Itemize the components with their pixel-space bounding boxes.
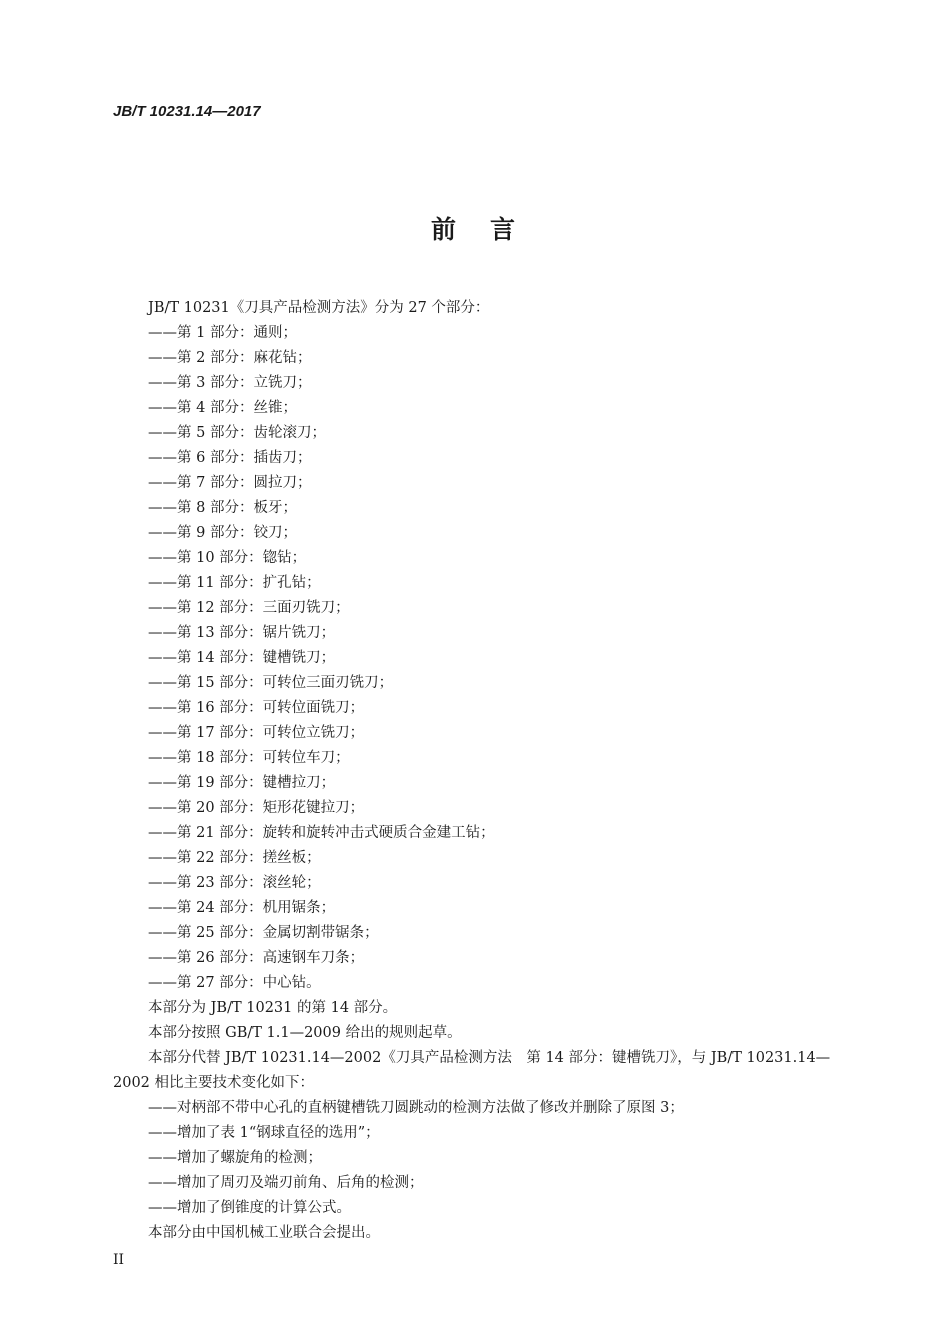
paragraph: 本部分按照 GB/T 1.1—2009 给出的规则起草。	[148, 1025, 462, 1041]
list-item: ——第 7 部分：圆拉刀；	[148, 475, 312, 491]
list-item: ——对柄部不带中心孔的直柄键槽铣刀圆跳动的检测方法做了修改并删除了原图 3；	[148, 1100, 684, 1116]
paragraph: 本部分由中国机械工业联合会提出。	[148, 1225, 380, 1241]
list-item: ——第 26 部分：高速钢车刀条；	[148, 950, 365, 966]
list-item: ——第 3 部分：立铣刀；	[148, 375, 312, 391]
paragraph-continuation: 2002 相比主要技术变化如下：	[113, 1075, 315, 1091]
page-title: 前言	[430, 215, 549, 244]
list-item: ——第 9 部分：铰刀；	[148, 525, 297, 541]
list-item: ——第 21 部分：旋转和旋转冲击式硬质合金建工钻；	[148, 825, 495, 841]
list-item: ——增加了周刃及端刃前角、后角的检测；	[148, 1175, 424, 1191]
list-item: ——第 15 部分：可转位三面刃铣刀；	[148, 675, 394, 691]
list-item: ——第 24 部分：机用锯条；	[148, 900, 336, 916]
list-item: ——第 19 部分：键槽拉刀；	[148, 775, 336, 791]
list-item: ——第 23 部分：滚丝轮；	[148, 875, 321, 891]
paragraph: 本部分代替 JB/T 10231.14—2002《刀具产品检测方法 第 14 部分：键槽铣刀》，与 JB/T 10231.14—	[148, 1050, 831, 1066]
list-item: ——第 13 部分：锯片铣刀；	[148, 625, 336, 641]
list-item: ——第 20 部分：矩形花键拉刀；	[148, 800, 365, 816]
document-body	[113, 296, 873, 1246]
list-item: ——增加了倒锥度的计算公式。	[148, 1200, 351, 1216]
list-item: ——第 17 部分：可转位立铣刀；	[148, 725, 365, 741]
list-item: ——第 14 部分：键槽铣刀；	[148, 650, 336, 666]
list-item: ——增加了螺旋角的检测；	[148, 1150, 322, 1166]
list-item: ——第 25 部分：金属切割带锯条；	[148, 925, 379, 941]
standard-number-header: JB/T 10231.14—2017	[113, 103, 261, 120]
list-item: ——第 8 部分：板牙；	[148, 500, 297, 516]
parts-list	[113, 321, 873, 996]
list-item: ——第 22 部分：搓丝板；	[148, 850, 321, 866]
list-item: ——第 18 部分：可转位车刀；	[148, 750, 350, 766]
list-item: ——第 6 部分：插齿刀；	[148, 450, 312, 466]
list-item: ——第 4 部分：丝锥；	[148, 400, 297, 416]
changes-list	[113, 1096, 873, 1221]
list-item: ——第 27 部分：中心钻。	[148, 975, 321, 991]
list-item: ——第 16 部分：可转位面铣刀；	[148, 700, 365, 716]
list-item: ——第 1 部分：通则；	[148, 325, 297, 341]
list-item: ——第 12 部分：三面刃铣刀；	[148, 600, 350, 616]
list-item: ——第 2 部分：麻花钻；	[148, 350, 312, 366]
page-number: II	[113, 1252, 125, 1268]
list-item: ——第 10 部分：锪钻；	[148, 550, 307, 566]
list-item: ——第 11 部分：扩孔钻；	[148, 575, 321, 591]
paragraph: 本部分为 JB/T 10231 的第 14 部分。	[148, 1000, 398, 1016]
list-item: ——增加了表 1“钢球直径的选用”；	[148, 1125, 380, 1141]
intro-paragraph: JB/T 10231《刀具产品检测方法》分为 27 个部分：	[148, 300, 490, 316]
list-item: ——第 5 部分：齿轮滚刀；	[148, 425, 326, 441]
